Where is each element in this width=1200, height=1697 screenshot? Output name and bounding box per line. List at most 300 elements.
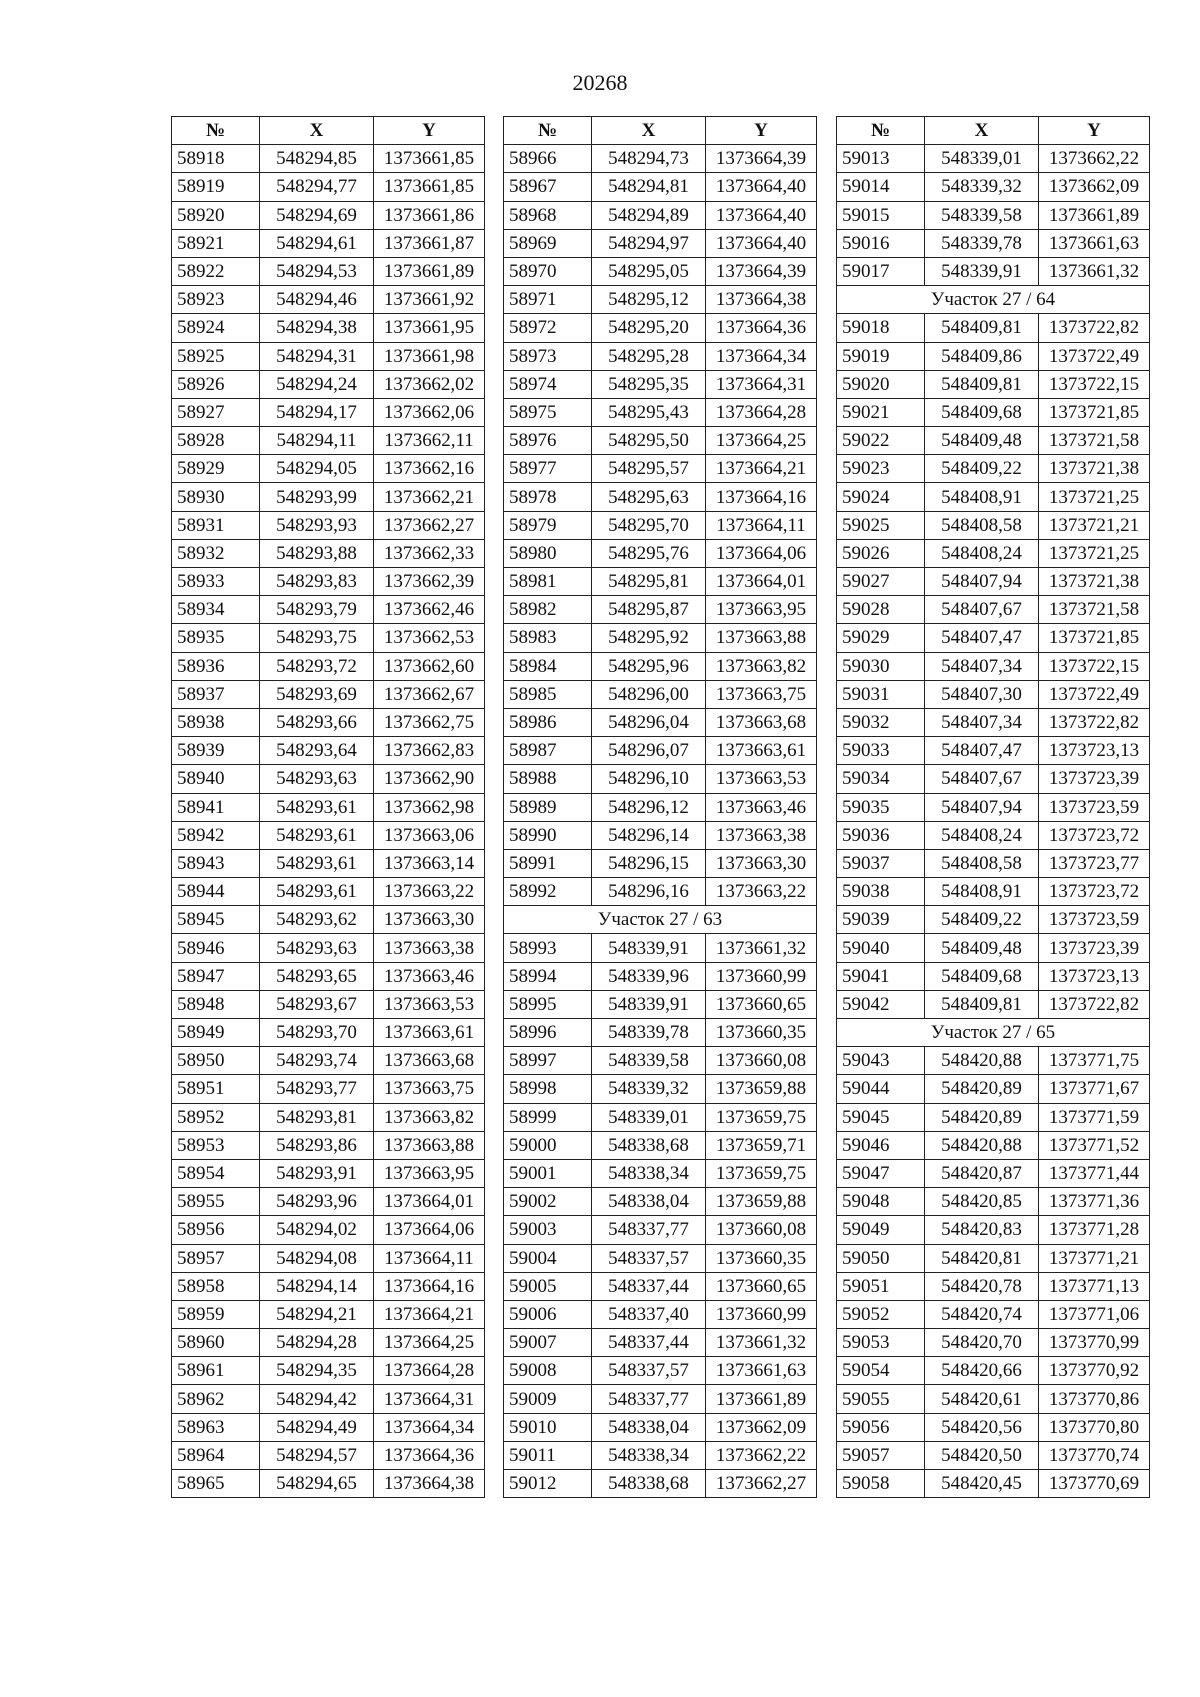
- y-coordinate-cell: 1373771,13: [1039, 1272, 1150, 1300]
- y-coordinate-cell: 1373663,68: [706, 708, 817, 736]
- point-number-cell: 59001: [504, 1159, 592, 1187]
- y-coordinate-cell: 1373771,67: [1039, 1075, 1150, 1103]
- y-coordinate-cell: 1373771,28: [1039, 1216, 1150, 1244]
- coordinate-table-2: [503, 116, 817, 1498]
- table-row: [172, 1413, 485, 1441]
- x-coordinate-cell: 548339,32: [925, 173, 1039, 201]
- y-coordinate-cell: 1373664,34: [706, 342, 817, 370]
- point-number-cell: 58994: [504, 962, 592, 990]
- x-coordinate-cell: 548293,70: [260, 1019, 374, 1047]
- point-number-cell: 58946: [172, 934, 260, 962]
- x-coordinate-cell: 548409,68: [925, 962, 1039, 990]
- table-row: [172, 1357, 485, 1385]
- table-row: [837, 1216, 1150, 1244]
- point-number-cell: 58930: [172, 483, 260, 511]
- table-row: [172, 1047, 485, 1075]
- y-coordinate-cell: 1373660,35: [706, 1019, 817, 1047]
- point-number-cell: 58991: [504, 849, 592, 877]
- x-coordinate-cell: 548337,77: [592, 1385, 706, 1413]
- point-number-cell: 58941: [172, 793, 260, 821]
- table-row: [172, 286, 485, 314]
- y-coordinate-cell: 1373662,27: [374, 511, 485, 539]
- x-coordinate-cell: 548420,74: [925, 1300, 1039, 1328]
- table-row: [837, 1470, 1150, 1498]
- point-number-cell: 58942: [172, 821, 260, 849]
- y-coordinate-cell: 1373721,58: [1039, 596, 1150, 624]
- table-row: [837, 1103, 1150, 1131]
- y-coordinate-cell: 1373661,95: [374, 314, 485, 342]
- table-row: [172, 1300, 485, 1328]
- x-coordinate-cell: 548407,34: [925, 708, 1039, 736]
- table-row: [837, 1075, 1150, 1103]
- x-coordinate-cell: 548409,81: [925, 314, 1039, 342]
- x-coordinate-cell: 548337,40: [592, 1300, 706, 1328]
- section-header-row: [837, 286, 1150, 314]
- y-coordinate-cell: 1373662,09: [1039, 173, 1150, 201]
- point-number-cell: 58958: [172, 1272, 260, 1300]
- point-number-cell: 58987: [504, 737, 592, 765]
- point-number-cell: 58950: [172, 1047, 260, 1075]
- y-coordinate-cell: 1373664,11: [706, 511, 817, 539]
- point-number-cell: 59058: [837, 1470, 925, 1498]
- y-coordinate-cell: 1373659,75: [706, 1159, 817, 1187]
- x-coordinate-cell: 548408,24: [925, 539, 1039, 567]
- table-row: [172, 849, 485, 877]
- y-coordinate-cell: 1373662,60: [374, 652, 485, 680]
- y-coordinate-cell: 1373663,30: [706, 849, 817, 877]
- y-coordinate-cell: 1373664,34: [374, 1413, 485, 1441]
- point-number-cell: 58996: [504, 1019, 592, 1047]
- x-coordinate-cell: 548294,08: [260, 1244, 374, 1272]
- table-row: [837, 1047, 1150, 1075]
- point-number-cell: 58923: [172, 286, 260, 314]
- y-coordinate-cell: 1373663,95: [706, 596, 817, 624]
- point-number-cell: 59049: [837, 1216, 925, 1244]
- column-header-number: №: [837, 117, 925, 145]
- point-number-cell: 59057: [837, 1441, 925, 1469]
- y-coordinate-cell: 1373663,46: [706, 793, 817, 821]
- y-coordinate-cell: 1373722,82: [1039, 990, 1150, 1018]
- y-coordinate-cell: 1373662,27: [706, 1470, 817, 1498]
- y-coordinate-cell: 1373662,75: [374, 708, 485, 736]
- x-coordinate-cell: 548294,05: [260, 455, 374, 483]
- y-coordinate-cell: 1373662,90: [374, 765, 485, 793]
- x-coordinate-cell: 548295,20: [592, 314, 706, 342]
- table-row: [172, 201, 485, 229]
- y-coordinate-cell: 1373664,40: [706, 229, 817, 257]
- column-header-y: Y: [1039, 117, 1150, 145]
- y-coordinate-cell: 1373661,32: [706, 934, 817, 962]
- table-row: [504, 370, 817, 398]
- y-coordinate-cell: 1373721,85: [1039, 624, 1150, 652]
- point-number-cell: 58985: [504, 680, 592, 708]
- y-coordinate-cell: 1373663,46: [374, 962, 485, 990]
- point-number-cell: 58919: [172, 173, 260, 201]
- table-row: [504, 145, 817, 173]
- section-title: Участок 27 / 63: [504, 906, 817, 934]
- x-coordinate-cell: 548420,56: [925, 1413, 1039, 1441]
- point-number-cell: 58936: [172, 652, 260, 680]
- y-coordinate-cell: 1373722,15: [1039, 652, 1150, 680]
- point-number-cell: 59009: [504, 1385, 592, 1413]
- x-coordinate-cell: 548420,78: [925, 1272, 1039, 1300]
- table-row: [504, 1216, 817, 1244]
- table-row: [504, 765, 817, 793]
- point-number-cell: 59032: [837, 708, 925, 736]
- section-header-row: [837, 1019, 1150, 1047]
- y-coordinate-cell: 1373664,38: [374, 1470, 485, 1498]
- table-row: [172, 1470, 485, 1498]
- point-number-cell: 58973: [504, 342, 592, 370]
- table-row: [504, 652, 817, 680]
- x-coordinate-cell: 548409,48: [925, 427, 1039, 455]
- y-coordinate-cell: 1373771,52: [1039, 1131, 1150, 1159]
- x-coordinate-cell: 548295,43: [592, 398, 706, 426]
- table-row: [172, 427, 485, 455]
- point-number-cell: 58918: [172, 145, 260, 173]
- point-number-cell: 59043: [837, 1047, 925, 1075]
- point-number-cell: 58947: [172, 962, 260, 990]
- x-coordinate-cell: 548296,16: [592, 878, 706, 906]
- y-coordinate-cell: 1373659,88: [706, 1075, 817, 1103]
- table-row: [837, 1131, 1150, 1159]
- point-number-cell: 59053: [837, 1329, 925, 1357]
- table-row: [172, 1385, 485, 1413]
- table-row: [504, 427, 817, 455]
- y-coordinate-cell: 1373663,88: [374, 1131, 485, 1159]
- x-coordinate-cell: 548407,30: [925, 680, 1039, 708]
- y-coordinate-cell: 1373721,38: [1039, 455, 1150, 483]
- y-coordinate-cell: 1373661,92: [374, 286, 485, 314]
- y-coordinate-cell: 1373662,39: [374, 568, 485, 596]
- point-number-cell: 59003: [504, 1216, 592, 1244]
- y-coordinate-cell: 1373662,46: [374, 596, 485, 624]
- table-row: [172, 737, 485, 765]
- y-coordinate-cell: 1373663,68: [374, 1047, 485, 1075]
- point-number-cell: 58943: [172, 849, 260, 877]
- table-row: [837, 511, 1150, 539]
- point-number-cell: 59016: [837, 229, 925, 257]
- table-row: [504, 1019, 817, 1047]
- x-coordinate-cell: 548420,50: [925, 1441, 1039, 1469]
- coordinate-table-1: [171, 116, 485, 1498]
- point-number-cell: 58949: [172, 1019, 260, 1047]
- table-row: [837, 483, 1150, 511]
- table-row: [504, 596, 817, 624]
- point-number-cell: 59034: [837, 765, 925, 793]
- point-number-cell: 58980: [504, 539, 592, 567]
- y-coordinate-cell: 1373770,86: [1039, 1385, 1150, 1413]
- x-coordinate-cell: 548294,14: [260, 1272, 374, 1300]
- x-coordinate-cell: 548339,91: [925, 257, 1039, 285]
- point-number-cell: 59029: [837, 624, 925, 652]
- table-row: [837, 821, 1150, 849]
- table-row: [504, 1300, 817, 1328]
- x-coordinate-cell: 548409,86: [925, 342, 1039, 370]
- x-coordinate-cell: 548294,24: [260, 370, 374, 398]
- table-row: [837, 568, 1150, 596]
- x-coordinate-cell: 548293,77: [260, 1075, 374, 1103]
- y-coordinate-cell: 1373771,36: [1039, 1188, 1150, 1216]
- y-coordinate-cell: 1373660,65: [706, 990, 817, 1018]
- y-coordinate-cell: 1373660,35: [706, 1244, 817, 1272]
- x-coordinate-cell: 548293,61: [260, 793, 374, 821]
- table-row: [837, 427, 1150, 455]
- point-number-cell: 58938: [172, 708, 260, 736]
- table-row: [172, 483, 485, 511]
- y-coordinate-cell: 1373661,89: [706, 1385, 817, 1413]
- y-coordinate-cell: 1373662,83: [374, 737, 485, 765]
- table-row: [837, 624, 1150, 652]
- table-row: [172, 1216, 485, 1244]
- x-coordinate-cell: 548296,15: [592, 849, 706, 877]
- point-number-cell: 59020: [837, 370, 925, 398]
- y-coordinate-cell: 1373664,31: [374, 1385, 485, 1413]
- x-coordinate-cell: 548339,32: [592, 1075, 706, 1103]
- y-coordinate-cell: 1373663,06: [374, 821, 485, 849]
- x-coordinate-cell: 548293,93: [260, 511, 374, 539]
- y-coordinate-cell: 1373723,59: [1039, 793, 1150, 821]
- x-coordinate-cell: 548408,24: [925, 821, 1039, 849]
- table-row: [504, 1075, 817, 1103]
- x-coordinate-cell: 548293,96: [260, 1188, 374, 1216]
- x-coordinate-cell: 548293,66: [260, 708, 374, 736]
- point-number-cell: 59022: [837, 427, 925, 455]
- table-row: [172, 1272, 485, 1300]
- x-coordinate-cell: 548407,67: [925, 765, 1039, 793]
- table-row: [837, 1188, 1150, 1216]
- x-coordinate-cell: 548294,46: [260, 286, 374, 314]
- point-number-cell: 58926: [172, 370, 260, 398]
- point-number-cell: 59012: [504, 1470, 592, 1498]
- x-coordinate-cell: 548407,94: [925, 568, 1039, 596]
- table-row: [504, 483, 817, 511]
- x-coordinate-cell: 548420,70: [925, 1329, 1039, 1357]
- x-coordinate-cell: 548409,81: [925, 990, 1039, 1018]
- table-row: [504, 793, 817, 821]
- y-coordinate-cell: 1373664,38: [706, 286, 817, 314]
- table-row: [504, 934, 817, 962]
- table-row: [172, 821, 485, 849]
- point-number-cell: 59033: [837, 737, 925, 765]
- x-coordinate-cell: 548293,88: [260, 539, 374, 567]
- y-coordinate-cell: 1373662,02: [374, 370, 485, 398]
- table-row: [504, 1272, 817, 1300]
- table-row: [504, 1385, 817, 1413]
- point-number-cell: 58924: [172, 314, 260, 342]
- y-coordinate-cell: 1373664,16: [706, 483, 817, 511]
- table-row: [837, 737, 1150, 765]
- y-coordinate-cell: 1373722,82: [1039, 314, 1150, 342]
- x-coordinate-cell: 548339,91: [592, 990, 706, 1018]
- table-row: [504, 1413, 817, 1441]
- point-number-cell: 59005: [504, 1272, 592, 1300]
- x-coordinate-cell: 548293,74: [260, 1047, 374, 1075]
- point-number-cell: 59004: [504, 1244, 592, 1272]
- table-row: [172, 1188, 485, 1216]
- table-row: [504, 286, 817, 314]
- point-number-cell: 58978: [504, 483, 592, 511]
- table-row: [172, 229, 485, 257]
- y-coordinate-cell: 1373662,53: [374, 624, 485, 652]
- point-number-cell: 58944: [172, 878, 260, 906]
- x-coordinate-cell: 548295,35: [592, 370, 706, 398]
- table-row: [837, 596, 1150, 624]
- y-coordinate-cell: 1373662,16: [374, 455, 485, 483]
- x-coordinate-cell: 548294,35: [260, 1357, 374, 1385]
- table-row: [837, 1300, 1150, 1328]
- point-number-cell: 59025: [837, 511, 925, 539]
- x-coordinate-cell: 548294,57: [260, 1441, 374, 1469]
- point-number-cell: 59052: [837, 1300, 925, 1328]
- point-number-cell: 59037: [837, 849, 925, 877]
- table-row: [837, 342, 1150, 370]
- x-coordinate-cell: 548407,94: [925, 793, 1039, 821]
- point-number-cell: 59021: [837, 398, 925, 426]
- x-coordinate-cell: 548295,63: [592, 483, 706, 511]
- y-coordinate-cell: 1373660,99: [706, 1300, 817, 1328]
- point-number-cell: 58935: [172, 624, 260, 652]
- x-coordinate-cell: 548293,72: [260, 652, 374, 680]
- point-number-cell: 58951: [172, 1075, 260, 1103]
- y-coordinate-cell: 1373662,22: [706, 1441, 817, 1469]
- y-coordinate-cell: 1373662,21: [374, 483, 485, 511]
- table-row: [504, 342, 817, 370]
- y-coordinate-cell: 1373662,11: [374, 427, 485, 455]
- x-coordinate-cell: 548338,04: [592, 1188, 706, 1216]
- point-number-cell: 59027: [837, 568, 925, 596]
- x-coordinate-cell: 548293,75: [260, 624, 374, 652]
- table-row: [837, 173, 1150, 201]
- y-coordinate-cell: 1373723,13: [1039, 962, 1150, 990]
- table-row: [837, 455, 1150, 483]
- point-number-cell: 58955: [172, 1188, 260, 1216]
- table-row: [172, 708, 485, 736]
- x-coordinate-cell: 548293,69: [260, 680, 374, 708]
- y-coordinate-cell: 1373722,82: [1039, 708, 1150, 736]
- y-coordinate-cell: 1373663,14: [374, 849, 485, 877]
- point-number-cell: 58981: [504, 568, 592, 596]
- point-number-cell: 58975: [504, 398, 592, 426]
- point-number-cell: 59054: [837, 1357, 925, 1385]
- table-row: [504, 201, 817, 229]
- table-row: [504, 398, 817, 426]
- point-number-cell: 59023: [837, 455, 925, 483]
- x-coordinate-cell: 548408,58: [925, 511, 1039, 539]
- x-coordinate-cell: 548293,81: [260, 1103, 374, 1131]
- column-header-y: Y: [374, 117, 485, 145]
- point-number-cell: 58999: [504, 1103, 592, 1131]
- x-coordinate-cell: 548339,91: [592, 934, 706, 962]
- y-coordinate-cell: 1373723,13: [1039, 737, 1150, 765]
- column-header-x: X: [260, 117, 374, 145]
- y-coordinate-cell: 1373723,72: [1039, 821, 1150, 849]
- x-coordinate-cell: 548293,83: [260, 568, 374, 596]
- point-number-cell: 58940: [172, 765, 260, 793]
- x-coordinate-cell: 548296,04: [592, 708, 706, 736]
- y-coordinate-cell: 1373663,22: [706, 878, 817, 906]
- y-coordinate-cell: 1373662,09: [706, 1413, 817, 1441]
- y-coordinate-cell: 1373770,74: [1039, 1441, 1150, 1469]
- y-coordinate-cell: 1373721,25: [1039, 539, 1150, 567]
- y-coordinate-cell: 1373664,16: [374, 1272, 485, 1300]
- point-number-cell: 58928: [172, 427, 260, 455]
- point-number-cell: 58925: [172, 342, 260, 370]
- point-number-cell: 58939: [172, 737, 260, 765]
- table-row: [837, 398, 1150, 426]
- y-coordinate-cell: 1373664,06: [374, 1216, 485, 1244]
- x-coordinate-cell: 548409,68: [925, 398, 1039, 426]
- y-coordinate-cell: 1373661,32: [706, 1329, 817, 1357]
- table-row: [504, 1047, 817, 1075]
- table-row: [172, 962, 485, 990]
- y-coordinate-cell: 1373770,99: [1039, 1329, 1150, 1357]
- point-number-cell: 59050: [837, 1244, 925, 1272]
- table-row: [504, 849, 817, 877]
- y-coordinate-cell: 1373664,40: [706, 201, 817, 229]
- point-number-cell: 58929: [172, 455, 260, 483]
- point-number-cell: 58995: [504, 990, 592, 1018]
- x-coordinate-cell: 548420,89: [925, 1103, 1039, 1131]
- x-coordinate-cell: 548339,78: [925, 229, 1039, 257]
- x-coordinate-cell: 548337,57: [592, 1244, 706, 1272]
- table-row: [172, 1103, 485, 1131]
- table-row: [504, 1159, 817, 1187]
- table-row: [172, 793, 485, 821]
- y-coordinate-cell: 1373664,25: [374, 1329, 485, 1357]
- y-coordinate-cell: 1373721,58: [1039, 427, 1150, 455]
- point-number-cell: 59011: [504, 1441, 592, 1469]
- table-row: [172, 398, 485, 426]
- point-number-cell: 59007: [504, 1329, 592, 1357]
- table-row: [837, 145, 1150, 173]
- table-row: [504, 511, 817, 539]
- section-title: Участок 27 / 64: [837, 286, 1150, 314]
- column-header-number: №: [172, 117, 260, 145]
- table-row: [504, 173, 817, 201]
- x-coordinate-cell: 548420,85: [925, 1188, 1039, 1216]
- x-coordinate-cell: 548295,81: [592, 568, 706, 596]
- page-number: 20268: [572, 70, 628, 95]
- y-coordinate-cell: 1373723,59: [1039, 906, 1150, 934]
- point-number-cell: 59014: [837, 173, 925, 201]
- x-coordinate-cell: 548295,12: [592, 286, 706, 314]
- point-number-cell: 58969: [504, 229, 592, 257]
- table-row: [172, 1159, 485, 1187]
- table-row: [504, 1103, 817, 1131]
- y-coordinate-cell: 1373661,86: [374, 201, 485, 229]
- table-row: [837, 1413, 1150, 1441]
- table-row: [837, 849, 1150, 877]
- x-coordinate-cell: 548409,48: [925, 934, 1039, 962]
- y-coordinate-cell: 1373770,80: [1039, 1413, 1150, 1441]
- y-coordinate-cell: 1373663,88: [706, 624, 817, 652]
- y-coordinate-cell: 1373663,38: [706, 821, 817, 849]
- table-row: [172, 539, 485, 567]
- y-coordinate-cell: 1373663,95: [374, 1159, 485, 1187]
- point-number-cell: 58945: [172, 906, 260, 934]
- table-row: [837, 257, 1150, 285]
- table-row: [837, 201, 1150, 229]
- table-header-row: [504, 117, 817, 145]
- table-row: [837, 1244, 1150, 1272]
- table-row: [504, 962, 817, 990]
- y-coordinate-cell: 1373771,06: [1039, 1300, 1150, 1328]
- table-row: [504, 1329, 817, 1357]
- table-row: [504, 990, 817, 1018]
- x-coordinate-cell: 548296,07: [592, 737, 706, 765]
- section-header-row: [504, 906, 817, 934]
